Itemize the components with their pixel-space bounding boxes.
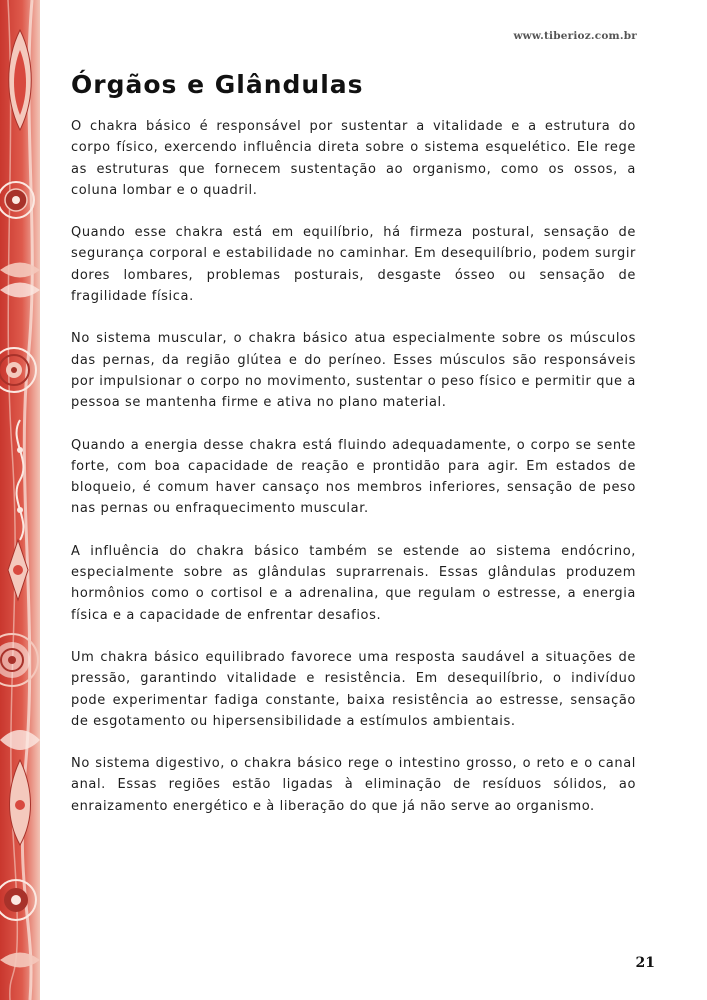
page-number: 21 (635, 955, 655, 971)
paragraph-endocrine-system: A influência do chakra básico também se estende ao sistema endócrino, especialmente sobre as glândulas suprarrenais. Essas glândulas produzem hormônios como o cortisol e a adrenalina, que regulam o estresse, a energia física e a capacidade de enfrentar desafios. (71, 543, 636, 623)
paragraph-muscular-system: No sistema muscular, o chakra básico atua especialmente sobre os músculos das pernas, da região glútea e do períneo. Esses músculos são responsáveis por impulsionar o corpo no movimento, sustentar o peso físico e permitir que a pessoa se mantenha firme e ativa no plano material. (71, 331, 636, 411)
paragraph-skeletal-system: O chakra básico é responsável por sustentar a vitalidade e a estrutura do corpo físico, exercendo influência direta sobre o sistema esquelético. Ele rege as estruturas que fornecem sustentação ao organismo, como os ossos, a coluna lombar e o quadril. (71, 119, 636, 198)
decorative-side-strip (0, 0, 40, 1000)
page-title: Órgãos e Glândulas (71, 70, 364, 99)
paragraph-balance-posture: Quando esse chakra está em equilíbrio, há firmeza postural, sensação de segurança corporal e estabilidade no caminhar. Em desequilíbrio, podem surgir dores lombares, problemas posturais, desgaste ósseo ou sensação de fragilidade física. (71, 225, 636, 305)
site-url: www.tiberioz.com.br (513, 30, 637, 42)
body-text (71, 116, 636, 838)
mandala-strip-art (0, 0, 40, 1000)
paragraph-digestive-system: No sistema digestivo, o chakra básico rege o intestino grosso, o reto e o canal anal. Essas regiões estão ligadas à eliminação de resíduos sólidos, ao enraizamento energético e à liberação do que já não serve ao organismo. (71, 756, 636, 814)
paragraph-stress-response: Um chakra básico equilibrado favorece uma resposta saudável a situações de pressão, garantindo vitalidade e resistência. Em desequilíbrio, o indivíduo pode experimentar fadiga constante, baixa resistência ao estresse, sensação de esgotamento ou hipersensibilidade a estímulos ambientais. (71, 649, 636, 729)
paragraph-muscle-energy: Quando a energia desse chakra está fluindo adequadamente, o corpo se sente forte, com boa capacidade de reação e prontidão para agir. Em estados de bloqueio, é comum haver cansaço nos membros inferiores, sensação de peso nas pernas ou enfraquecimento muscular. (71, 437, 636, 517)
